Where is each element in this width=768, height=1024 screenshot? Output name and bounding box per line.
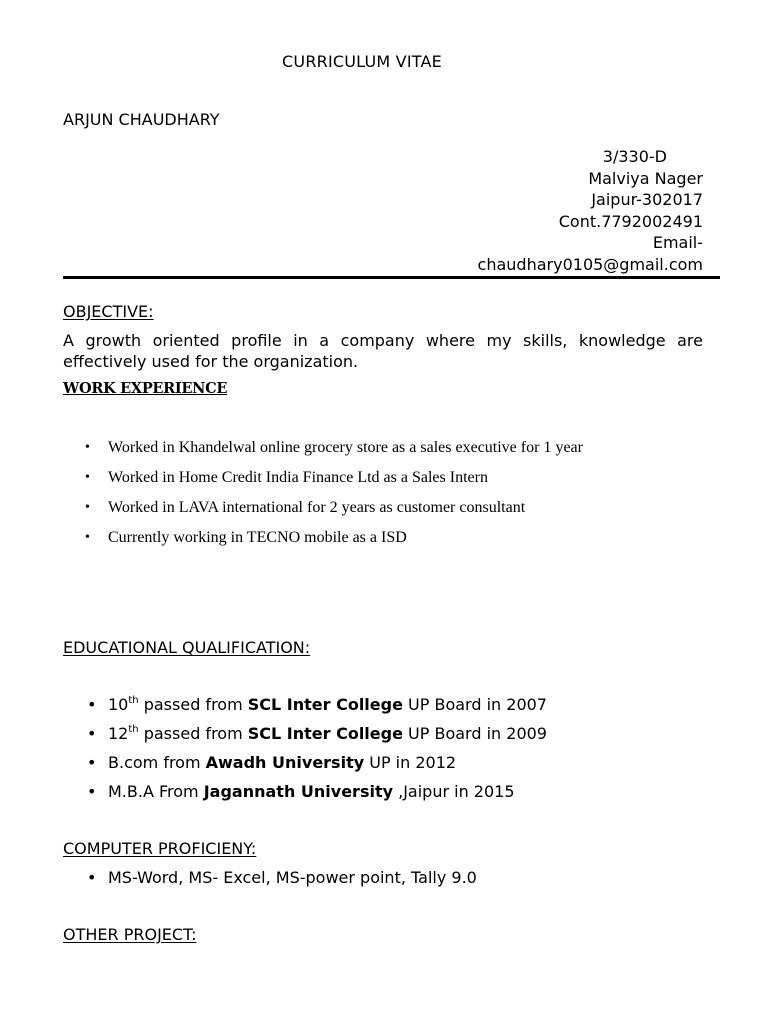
candidate-name: ARJUN CHAUDHARY [63,110,220,129]
list-item: • B.com from Awadh University UP in 2012 [63,752,547,781]
contact-number: Cont.7792002491 [558,211,703,231]
address-line-2: Malviya Nager [588,168,703,188]
address-line-3: Jaipur-302017 [591,190,703,210]
email-label: Email- [652,233,703,253]
other-project-heading: OTHER PROJECT: [63,925,197,944]
email-address: chaudhary0105@gmail.com [477,254,703,274]
objective-text: A growth oriented profile in a company where my skills, knowledge are effectively used for the organization. [63,331,703,371]
horizontal-divider [63,276,720,279]
address-line-1: 3/330-D [602,147,667,166]
address-block [478,146,703,276]
computer-proficiency-heading: COMPUTER PROFICIENY: [63,839,257,858]
list-item: • MS-Word, MS- Excel, MS-power point, Tally 9.0 [63,867,477,889]
education-list [63,694,547,810]
list-item: • Currently working in TECNO mobile as a ISD [63,526,583,556]
objective-heading: OBJECTIVE: [63,302,154,321]
work-experience-list [63,436,583,556]
list-item: • Worked in Home Credit India Finance Ltd as a Sales Intern [63,466,583,496]
education-heading: EDUCATIONAL QUALIFICATION: [63,638,311,657]
computer-proficiency-list [63,867,477,889]
list-item: • Worked in LAVA international for 2 years as customer consultant [63,496,583,526]
document-title: CURRICULUM VITAE [282,52,442,71]
list-item: • 10th passed from SCL Inter College UP Board in 2007 [63,694,547,723]
list-item: • Worked in Khandelwal online grocery store as a sales executive for 1 year [63,436,583,466]
work-experience-heading: WORK EXPERIENCE [63,380,228,397]
list-item: • 12th passed from SCL Inter College UP Board in 2009 [63,723,547,752]
list-item: • M.B.A From Jagannath University ,Jaipur in 2015 [63,781,547,810]
